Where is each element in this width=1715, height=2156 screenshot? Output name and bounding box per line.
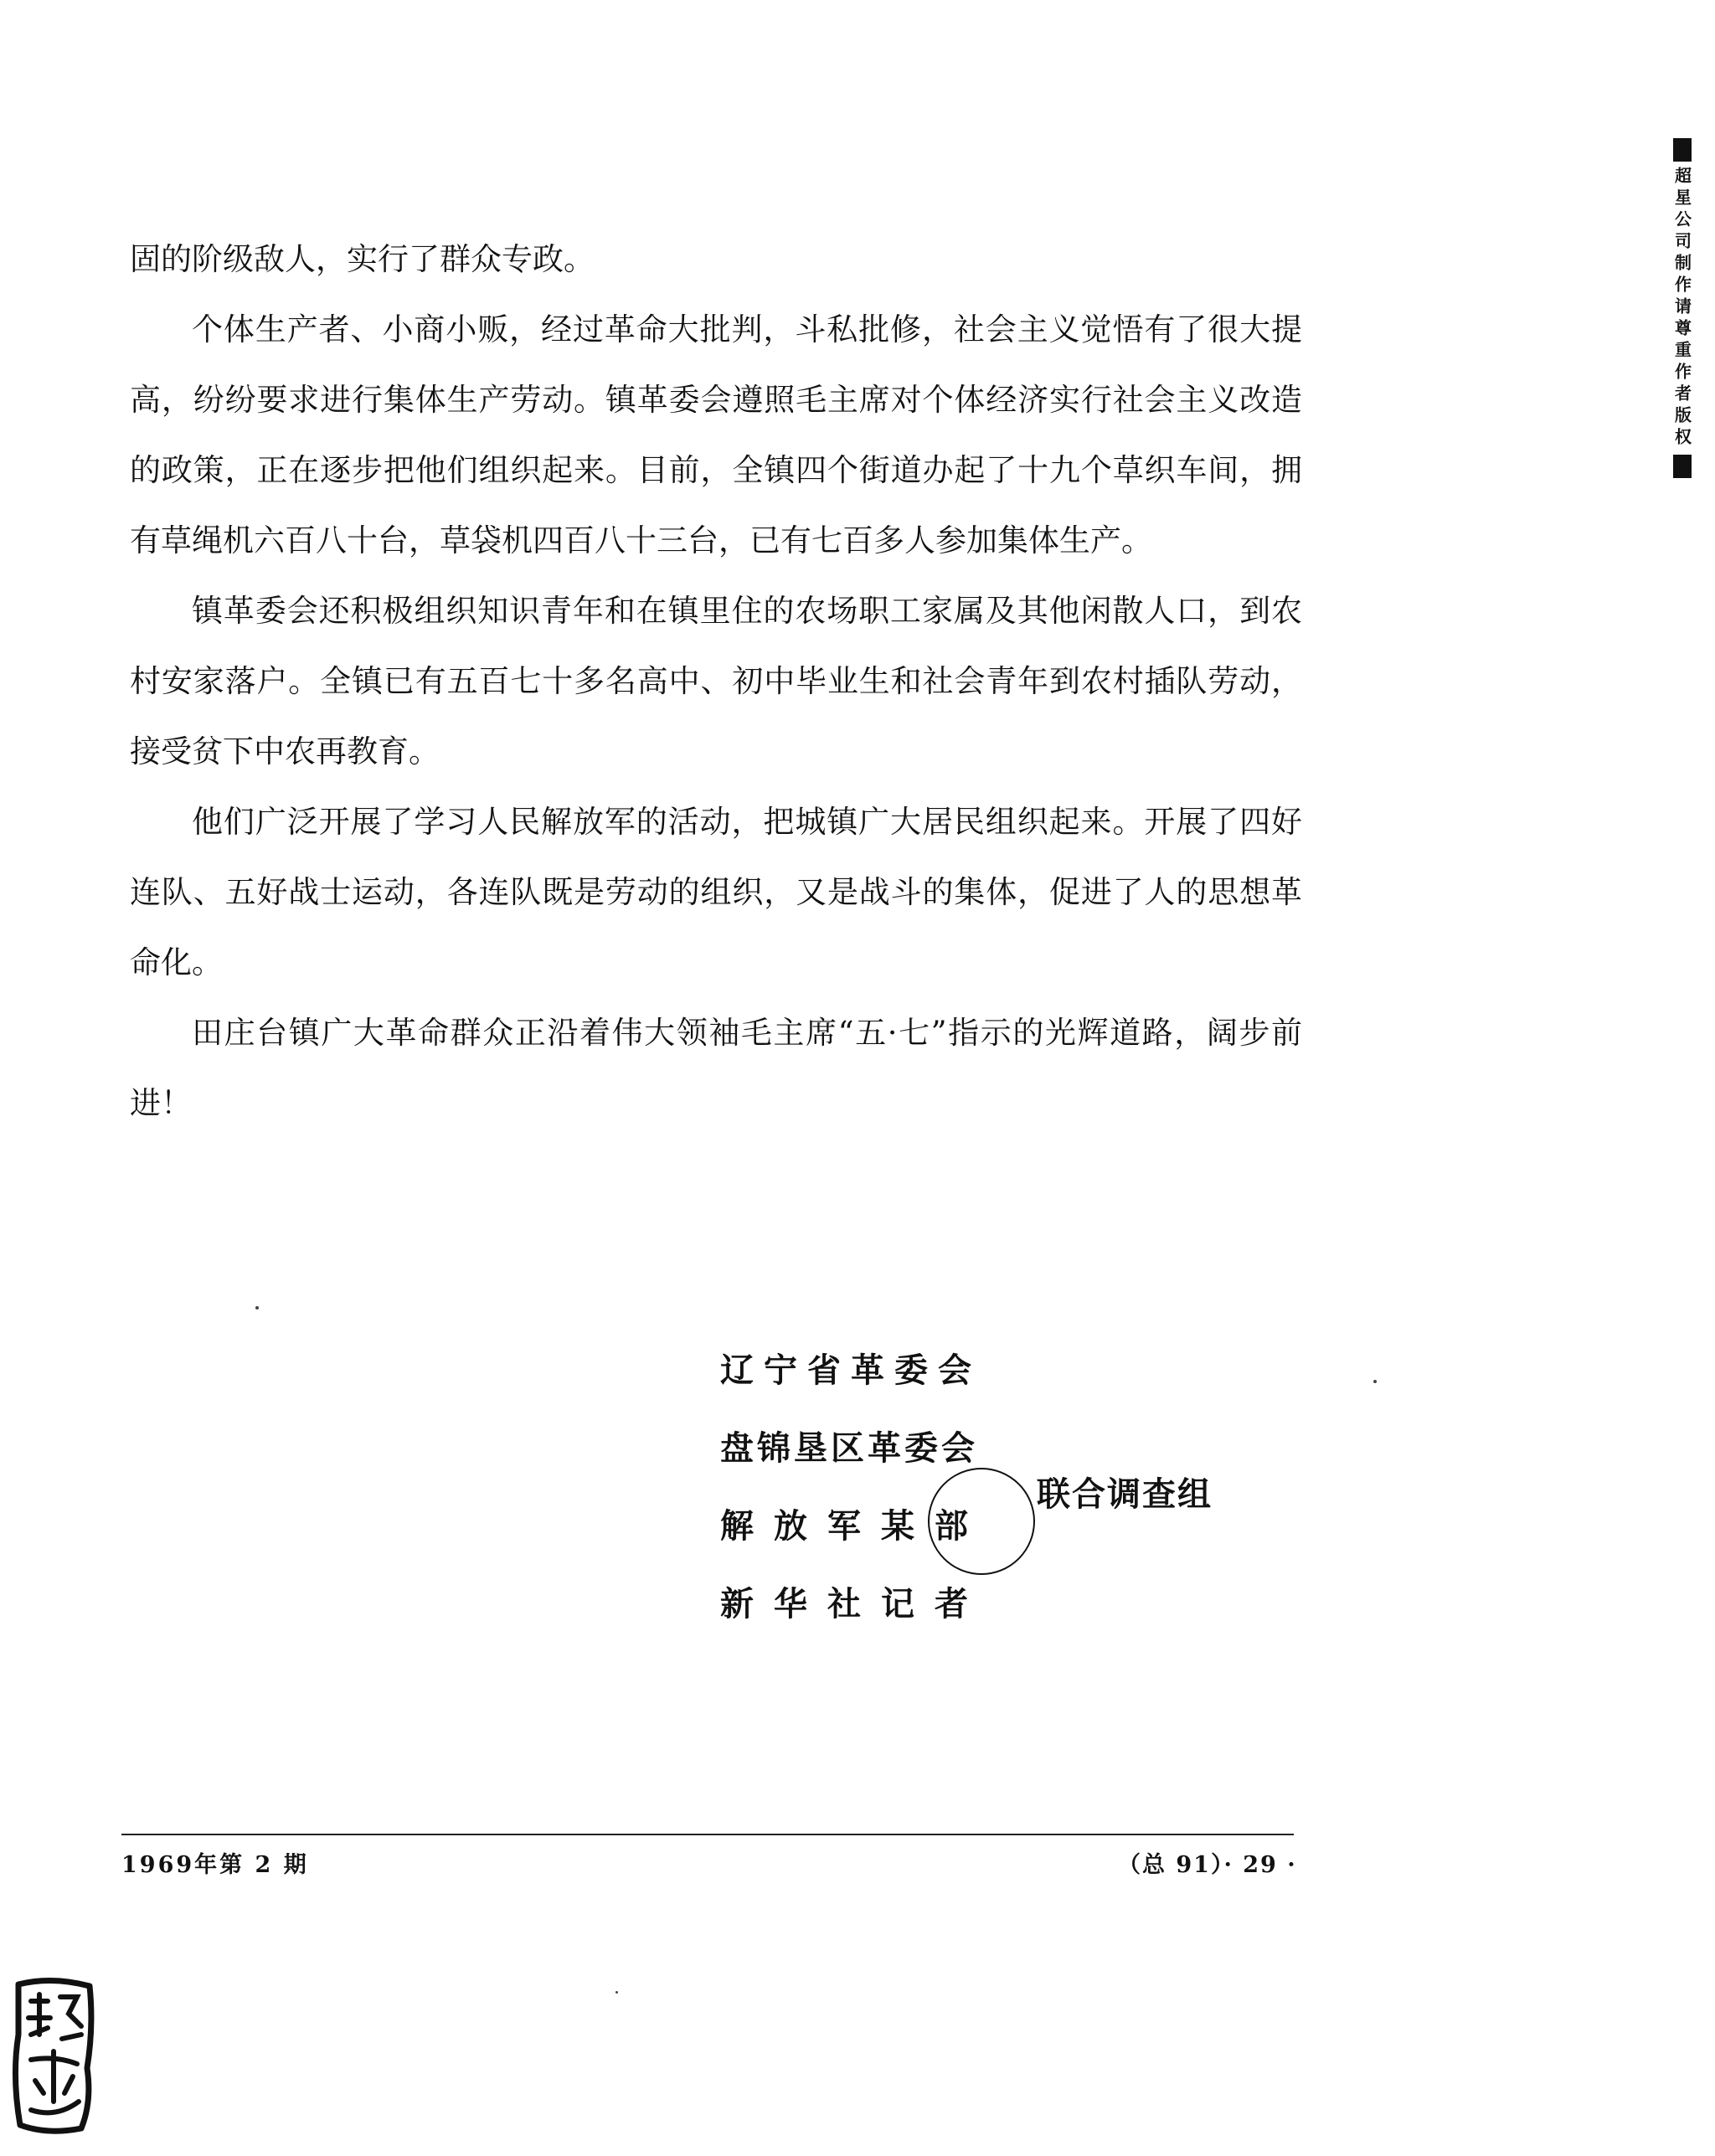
strip-marker-top: [1673, 138, 1692, 162]
copyright-notice: 超星公司制作请尊重作者版权: [1671, 167, 1692, 450]
strip-marker-bottom: [1673, 455, 1692, 478]
signatory-2: 盘锦垦区革委会: [720, 1429, 978, 1468]
scan-speck: [1373, 1380, 1377, 1383]
copyright-side-strip: [1666, 138, 1698, 624]
duxiu-seal-logo: [10, 1976, 98, 2135]
group-label: 联合调查组: [1037, 1475, 1213, 1514]
paragraph-4: 他们广泛开展了学习人民解放军的活动，把城镇广大居民组织起来。开展了四好连队、五好战士运动，各连队既是劳动的组织，又是战斗的集体，促进了人的思想革命化。: [130, 804, 1302, 980]
signatory-4: 新华社记者: [720, 1585, 988, 1623]
signature-block: [720, 1344, 1323, 1654]
article-body: [130, 224, 1302, 1139]
scan-speck: [615, 1991, 618, 1994]
paragraph-5: 田庄台镇广大革命群众正沿着伟大领袖毛主席“五·七”指示的光辉道路，阔步前进！: [130, 1015, 1302, 1121]
issue-label: 1969年第 2 期: [121, 1852, 309, 1878]
paragraph-3: 镇革委会还积极组织知识青年和在镇里住的农场职工家属及其他闲散人口，到农村安家落户。全镇已有五百七十多名高中、初中毕业生和社会青年到农村插队劳动，接受贫下中农再教育。: [130, 593, 1302, 769]
brace-circle: [928, 1468, 1035, 1575]
signatory-1: 辽宁省革委会: [720, 1351, 981, 1390]
paragraph-1: 固的阶级敌人，实行了群众专政。: [130, 241, 595, 277]
page-number: （总 91）· 29 ·: [1118, 1852, 1297, 1878]
scan-speck: [255, 1306, 259, 1310]
footer-rule: [121, 1834, 1294, 1835]
signatory-3: 解放军某部: [720, 1507, 988, 1546]
paragraph-2: 个体生产者、小商小贩，经过革命大批判，斗私批修，社会主义觉悟有了很大提高，纷纷要求进行集体生产劳动。镇革委会遵照毛主席对个体经济实行社会主义改造的政策，正在逐步把他们组织起来。目前，全镇四个街道办起了十九个草织车间，拥有草绳机六百八十台，草袋机四百八十三台，已有七百多人参加集体生产。: [130, 311, 1302, 558]
